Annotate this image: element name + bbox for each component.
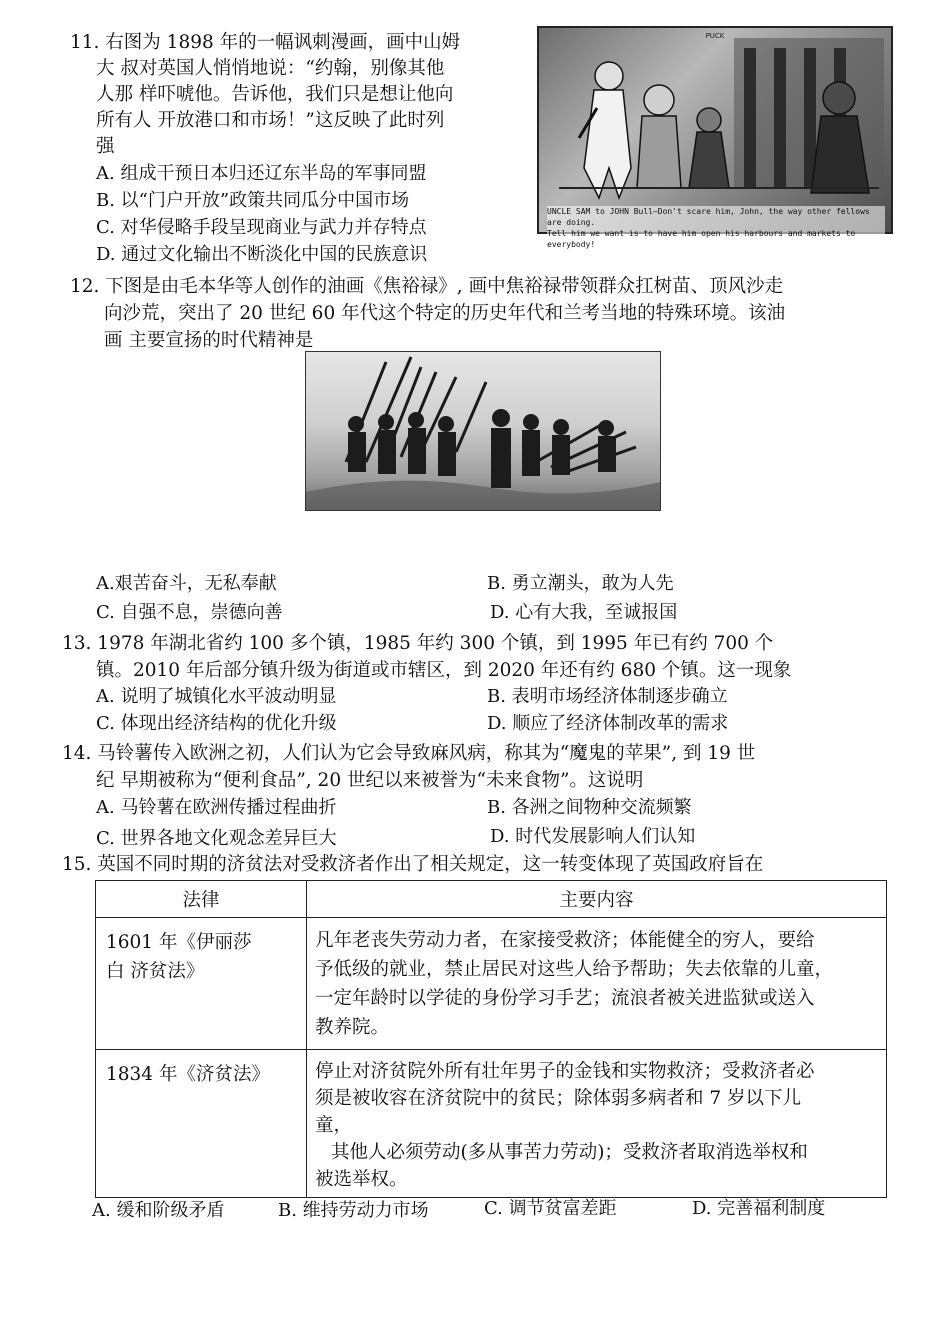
law-1601-line-1: 1601 年《伊丽莎 bbox=[106, 932, 252, 953]
table-row bbox=[96, 1050, 887, 1198]
q13-option-d[interactable]: D. 顺应了经济体制改革的需求 bbox=[487, 713, 729, 734]
q15-option-c[interactable]: C. 调节贫富差距 bbox=[484, 1198, 617, 1219]
q13-option-a[interactable]: A. 说明了城镇化水平波动明显 bbox=[96, 686, 337, 707]
q11-option-a[interactable]: A. 组成干预日本归还辽东半岛的军事同盟 bbox=[96, 163, 427, 184]
satirical-cartoon-image bbox=[537, 26, 893, 249]
q11-stem-line-4: 所有人 开放港口和市场！”这反映了此时列 bbox=[96, 110, 445, 131]
q11-stem-line-3: 人那 样吓唬他。告诉他，我们只是想让他向 bbox=[96, 84, 454, 105]
q13-stem-line-1: 13. 1978 年湖北省约 100 多个镇，1985 年约 300 个镇，到 1995 年已有约 700 个 bbox=[62, 633, 774, 654]
q15-option-d[interactable]: D. 完善福利制度 bbox=[692, 1198, 826, 1219]
content-1834-line-2: 须是被收容在济贫院中的贫民；除体弱多病者和 7 岁以下儿 bbox=[315, 1088, 802, 1109]
table-cell-content-1601 bbox=[307, 918, 887, 1050]
oil-painting-image bbox=[305, 351, 661, 511]
cartoon-caption bbox=[547, 206, 885, 250]
q12-option-b[interactable]: B. 勇立潮头，敢为人先 bbox=[487, 573, 674, 594]
poor-law-table bbox=[95, 880, 887, 1198]
table-header-content: 主要内容 bbox=[307, 881, 887, 918]
content-1834-line-5: 被选举权。 bbox=[315, 1169, 408, 1190]
q11-option-d[interactable]: D. 通过文化输出不断淡化中国的民族意识 bbox=[96, 244, 428, 265]
table-header-row bbox=[96, 881, 887, 918]
q12-stem-line-3: 画 主要宣扬的时代精神是 bbox=[104, 330, 314, 351]
q15-option-b[interactable]: B. 维持劳动力市场 bbox=[278, 1200, 429, 1221]
q12-option-a[interactable]: A.艰苦奋斗，无私奉献 bbox=[96, 573, 277, 594]
q13-option-c[interactable]: C. 体现出经济结构的优化升级 bbox=[96, 713, 337, 734]
q12-stem-line-2: 向沙荒，突出了 20 世纪 60 年代这个特定的历史年代和兰考当地的特殊环境。该油 bbox=[104, 303, 786, 324]
content-1601-line-4: 教养院。 bbox=[315, 1017, 390, 1038]
q11-stem-line-2: 大 叔对英国人悄悄地说：“约翰，别像其他 bbox=[96, 58, 445, 79]
q11-stem-line-1: 11. 右图为 1898 年的一幅讽刺漫画，画中山姆 bbox=[70, 32, 461, 53]
table-cell-law-1834 bbox=[96, 1050, 307, 1198]
q13-option-b[interactable]: B. 表明市场经济体制逐步确立 bbox=[487, 686, 728, 707]
q15-stem: 15. 英国不同时期的济贫法对受救济者作出了相关规定，这一转变体现了英国政府旨在 bbox=[62, 854, 764, 875]
painting-illustration bbox=[306, 352, 660, 510]
law-1834-line-1: 1834 年《济贫法》 bbox=[106, 1064, 270, 1085]
q14-option-d[interactable]: D. 时代发展影响人们认知 bbox=[490, 826, 696, 847]
q13-stem-line-2: 镇。2010 年后部分镇升级为街道或市辖区，到 2020 年还有约 680 个镇。这一现象 bbox=[96, 660, 792, 681]
q15-option-a[interactable]: A. 缓和阶级矛盾 bbox=[92, 1200, 225, 1221]
table-cell-law-1601 bbox=[96, 918, 307, 1050]
content-1834-line-1: 停止对济贫院外所有壮年男子的金钱和实物救济；受救济者必 bbox=[315, 1061, 815, 1082]
cartoon-caption-line-2: Tell him we want is to have him open his harbours and markets to everybody! bbox=[547, 229, 856, 249]
q12-stem-line-1: 12. 下图是由毛本华等人创作的油画《焦裕禄》, 画中焦裕禄带领群众扛树苗、顶风沙走 bbox=[70, 276, 784, 297]
cartoon-caption-line-1: UNCLE SAM to JOHN Bull—Don't scare him, John, the way other fellows are doing. bbox=[547, 207, 870, 227]
q14-stem-line-2: 纪 早期被称为“便利食品”, 20 世纪以来被誉为“未来食物”。这说明 bbox=[96, 770, 644, 791]
table-cell-content-1834 bbox=[307, 1050, 887, 1198]
q12-option-c[interactable]: C. 自强不息，崇德向善 bbox=[96, 602, 283, 623]
q12-option-d[interactable]: D. 心有大我，至诚报国 bbox=[490, 602, 678, 623]
q11-option-b[interactable]: B. 以“门户开放”政策共同瓜分中国市场 bbox=[96, 190, 410, 211]
q14-option-b[interactable]: B. 各洲之间物种交流频繁 bbox=[487, 797, 692, 818]
content-1601-line-3: 一定年龄时以学徒的身份学习手艺；流浪者被关进监狱或送入 bbox=[315, 988, 815, 1009]
q11-stem-line-5: 强 bbox=[96, 136, 115, 157]
content-1834-line-3: 童， bbox=[315, 1115, 353, 1136]
content-1601-line-1: 凡年老丧失劳动力者，在家接受救济；体能健全的穷人，要给 bbox=[315, 930, 815, 951]
content-1601-line-2: 予低级的就业，禁止居民对这些人给予帮助；失去依靠的儿童， bbox=[315, 959, 834, 980]
q14-option-c[interactable]: C. 世界各地文化观念差异巨大 bbox=[96, 828, 337, 849]
q14-option-a[interactable]: A. 马铃薯在欧洲传播过程曲折 bbox=[96, 797, 337, 818]
q14-stem-line-1: 14. 马铃薯传入欧洲之初，人们认为它会导致麻风病，称其为“魔鬼的苹果”, 到 19 世 bbox=[62, 743, 756, 764]
q11-option-c[interactable]: C. 对华侵略手段呈现商业与武力并存特点 bbox=[96, 217, 427, 238]
table-header-law: 法律 bbox=[96, 881, 307, 918]
table-row bbox=[96, 918, 887, 1050]
law-1601-line-2: 白 济贫法》 bbox=[106, 961, 205, 982]
cartoon-illustration bbox=[539, 28, 891, 232]
content-1834-line-4: 其他人必须劳动(多从事苦力劳动)；受救济者取消选举权和 bbox=[331, 1142, 808, 1163]
cartoon-title: PUCK bbox=[705, 32, 725, 40]
